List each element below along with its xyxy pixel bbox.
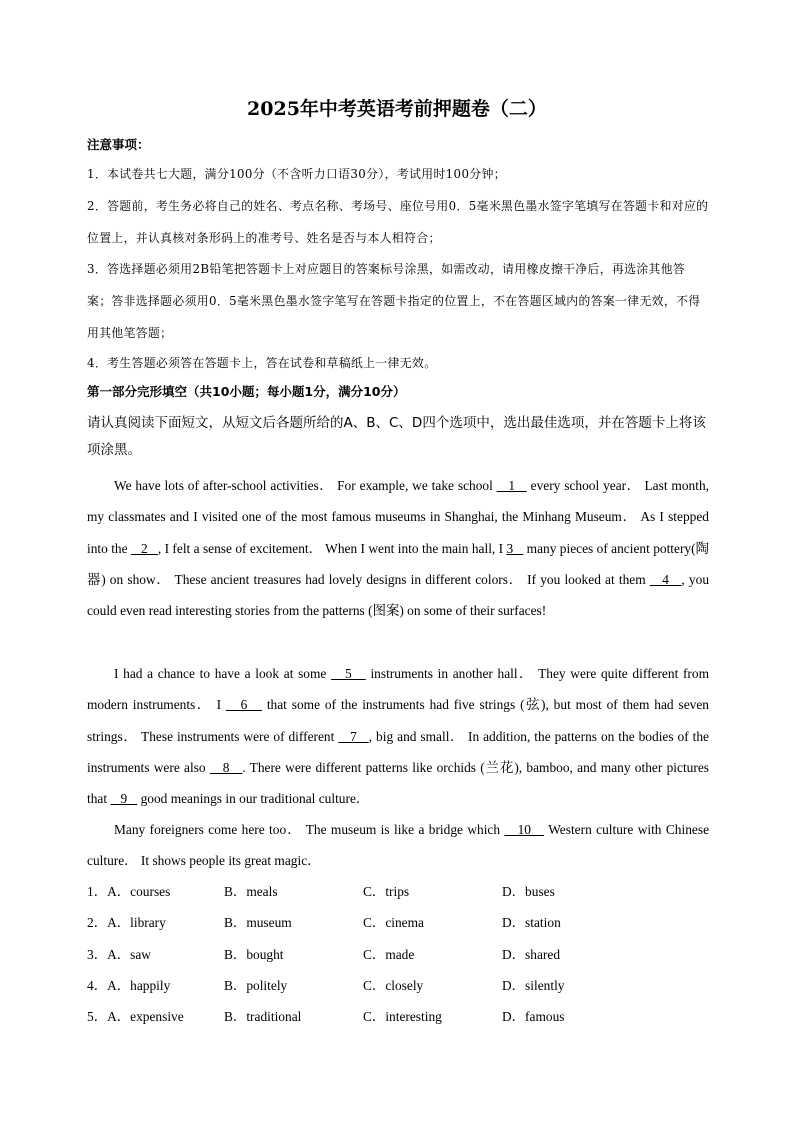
- passage-paragraph-3: [87, 814, 709, 877]
- option-d: D．famous: [502, 1009, 565, 1025]
- blank-7: 7: [338, 728, 369, 744]
- option-a: 2．A．library: [87, 915, 166, 931]
- option-b: B．meals: [224, 884, 278, 899]
- passage-text: Western culture with Chinese culture． It shows people its great magic．: [87, 822, 710, 869]
- instruction: 请认真阅读下面短文，从短文后各题所给的A、B、C、D四个选项中，选出最佳选项，并在答题卡上将该项涂黑。: [87, 415, 706, 458]
- option-row-4: [87, 970, 709, 1001]
- passage-text: , big and small． In addition, the patterns on the bodies of the instruments were also: [87, 728, 709, 775]
- option-a: 1．A．courses: [87, 884, 171, 899]
- passage-text: instruments in another hall． They were quite different from modern instruments． I: [87, 666, 709, 713]
- passage-text: . There were different patterns like orchids (兰花), bamboo, and many other pictures that: [87, 759, 709, 807]
- option-row-2: [87, 907, 709, 938]
- option-c: C．made: [363, 946, 415, 962]
- blank-8: 8: [209, 759, 243, 775]
- option-a: 4．A．happily: [87, 977, 171, 993]
- option-row-1: [87, 876, 709, 907]
- passage-paragraph-1: [87, 470, 709, 626]
- blank-5: 5: [331, 666, 366, 681]
- blank-4: 4: [649, 571, 682, 587]
- passage-text: every school year． Last month, my classmates and I visited one of the most famous museums in Shanghai, the Minhang Museum． As I stepped into the: [87, 478, 709, 556]
- option-c: C．cinema: [363, 915, 424, 931]
- option-c: C．trips: [363, 884, 410, 899]
- note-2: 2．答题前，考生务必将自己的姓名、考点名称、考场号、座位号用0．5毫米黑色墨水签字笔填写在答题卡和对应的位置上，并认真核对条形码上的准考号、姓名是否与本人相符合；: [87, 199, 709, 245]
- passage-text: I had a chance to have a look at some: [114, 666, 332, 681]
- part-heading: 第一部分完形填空（共10小题；每小题1分，满分10分）: [87, 384, 406, 399]
- option-b: B．museum: [224, 915, 292, 931]
- answer-options: [87, 876, 709, 1032]
- passage-text: good meanings in our traditional culture．: [137, 791, 370, 807]
- option-row-3: [87, 939, 709, 970]
- notes-heading: 注意事项：: [87, 137, 150, 152]
- page-title: 2025年中考英语考前押题卷（二）: [247, 98, 547, 120]
- option-row-5: [87, 1001, 709, 1032]
- option-d: D．silently: [502, 977, 565, 993]
- passage-text: , you could even read interesting stories from the patterns (图案) on some of their surfaces!: [87, 571, 710, 619]
- option-d: D．buses: [502, 884, 555, 899]
- note-3: 3．答选择题必须用2B铅笔把答题卡上对应题目的答案标号涂黑，如需改动，请用橡皮擦干净后，再选涂其他答案；答非选择题必须用0．5毫米黑色墨水签字笔写在答题卡指定的位置上，不在答题区域内的答案一律无效，不得用其他笔答题；: [87, 262, 701, 340]
- passage-text: many pieces of ancient pottery(陶器) on show． These ancient treasures had lovely designs in different colors． If you looked at them: [87, 540, 710, 587]
- blank-2: 2: [130, 540, 158, 556]
- option-b: B．bought: [224, 946, 284, 962]
- option-d: D．station: [502, 915, 561, 931]
- passage-paragraph-2: [87, 658, 709, 814]
- option-a: 5．A．expensive: [87, 1009, 184, 1025]
- option-c: C．interesting: [363, 1009, 442, 1025]
- passage-text: We have lots of after-school activities． For example, we take school: [114, 478, 497, 493]
- passage-text: , I felt a sense of excitement． When I went into the main hall, I: [157, 540, 507, 556]
- option-b: B．traditional: [224, 1009, 302, 1025]
- passage-text: that some of the instruments had five strings (弦), but most of them had seven strings． These instruments were of different: [87, 697, 709, 744]
- passage-text: Many foreigners come here too． The museum is like a bridge which: [114, 822, 505, 837]
- option-c: C．closely: [363, 977, 424, 993]
- blank-9: 9: [110, 791, 138, 807]
- blank-1: 1: [496, 478, 527, 493]
- option-b: B．politely: [224, 977, 288, 993]
- blank-10: 10: [504, 822, 545, 837]
- blank-3: 3: [506, 540, 524, 556]
- note-1: 1．本试卷共七大题，满分100分（不含听力口语30分），考试用时100分钟；: [87, 167, 506, 181]
- blank-6: 6: [225, 697, 262, 713]
- option-d: D．shared: [502, 946, 561, 962]
- option-a: 3．A．saw: [87, 946, 151, 962]
- note-4: 4．考生答题必须答在答题卡上，答在试卷和草稿纸上一律无效。: [87, 356, 437, 370]
